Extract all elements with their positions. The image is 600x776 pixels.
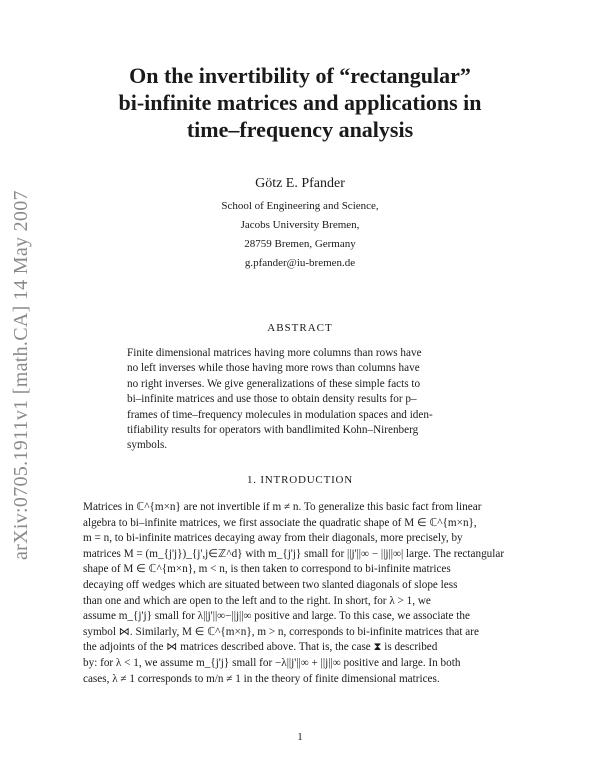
body-line: Matrices in ℂ^{m×n} are not invertible if m ≠ n. To generalize this basic fact from linear <box>83 501 482 513</box>
body-line: symbol ⋈. Similarly, M ∈ ℂ^{m×n}, m > n, corresponds to bi-infinite matrices that are <box>83 625 479 638</box>
body-line: cases, λ ≠ 1 corresponds to m/n ≠ 1 in the theory of finite dimensional matrices. <box>83 672 440 685</box>
section-heading-introduction: 1. INTRODUCTION <box>246 474 354 486</box>
title-line: time–frequency analysis <box>186 117 414 142</box>
introduction-body <box>83 500 508 687</box>
abstract-heading: ABSTRACT <box>267 322 333 334</box>
affiliation-line: School of Engineering and Science, <box>221 200 379 212</box>
abstract-body <box>127 346 477 454</box>
abstract-line: symbols. <box>127 439 168 452</box>
abstract-line: no left inverses while those having more rows than columns have <box>127 362 420 375</box>
abstract-line: tifiability results for operators with bandlimited Kohn–Nirenberg <box>127 424 419 437</box>
body-line: assume m_{j'j} small for λ||j'||∞−||j||∞ positive and large. To this case, we associate the <box>83 610 470 623</box>
abstract-line: bi–infinite matrices and use those to obtain density results for p– <box>127 393 417 406</box>
abstract-line: Finite dimensional matrices having more columns than rows have <box>127 347 422 359</box>
affiliation-line: 28759 Bremen, Germany <box>244 238 356 250</box>
body-line: m = n, to bi-infinite matrices decaying away from their diagonals, more precisely, by <box>83 532 463 545</box>
arxiv-identifier-stamp: arXiv:0705.1911v1 [math.CA] 14 May 2007 <box>10 190 32 560</box>
body-line: the adjoints of the ⋈ matrices described above. That is, the case ⧗ is described <box>83 641 438 654</box>
paper-title <box>60 62 540 143</box>
body-line: decaying off wedges which are situated between two slanted diagonals of slope less <box>83 578 458 591</box>
body-line: matrices M = (m_{j'j})_{j',j∈ℤ^d} with m_{j'j} small for ||j'||∞ − ||j||∞| large. The rectangular <box>83 547 505 560</box>
body-line: than one and which are open to the left and to the right. In short, for λ > 1, we <box>83 594 431 607</box>
body-line: shape of M ∈ ℂ^{m×n}, m < n, is then taken to correspond to bi-infinite matrices <box>83 563 451 576</box>
body-line: algebra to bi–infinite matrices, we first associate the quadratic shape of M ∈ ℂ^{m×n}, <box>83 516 477 529</box>
author-affiliation <box>100 197 500 273</box>
affiliation-line: Jacobs University Bremen, <box>240 219 360 231</box>
title-line: bi-infinite matrices and applications in <box>118 90 482 115</box>
abstract-line: no right inverses. We give generalizations of these simple facts to <box>127 377 421 390</box>
title-line: On the invertibility of “rectangular” <box>129 63 471 88</box>
abstract-line: frames of time–frequency molecules in modulation spaces and iden- <box>127 408 433 421</box>
page-number: 1 <box>297 731 303 743</box>
author-name: Götz E. Pfander <box>255 176 345 191</box>
body-line: by: for λ < 1, we assume m_{j'j} small for −λ||j'||∞ + ||j||∞ positive and large. In both <box>83 656 461 669</box>
author-email[interactable]: g.pfander@iu-bremen.de <box>244 257 356 269</box>
